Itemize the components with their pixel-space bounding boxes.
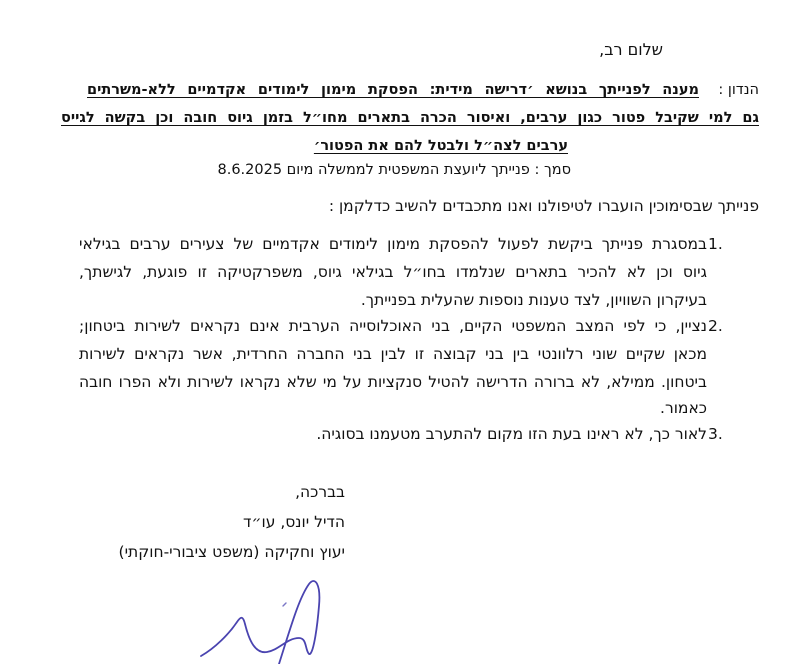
handwritten-signature (195, 570, 325, 668)
list-item-line: כאמור. (660, 399, 707, 417)
list-item-line: ביטחון. ממילא, לא ברורה הדרישה להטיל סנקציות על מי שלא נקראו לשירות ולא הפרו חובה (79, 373, 707, 391)
intro-paragraph: פנייתך שבסימוכין הועברו לטיפולנו ואנו מתכבדים להשיב כדלקמן : (328, 197, 759, 215)
list-item-line: גיוס וכן לא להכיר בתארים שנלמדו בחו״ל בגילאי גיוס, משפרקטיקה זו פוגעת, לגישתך, (79, 263, 707, 281)
list-item-number: 1. (708, 235, 723, 253)
list-item-line: מכאן שקיים שוני רלוונטי בין בני קבוצה זו לבין בני החברה החרדית, אשר נקראים לשירות (79, 345, 707, 363)
reference-line: סמך : פנייתך ליועצת המשפטית לממשלה מיום 8.6.2025 (217, 162, 571, 178)
list-item-line: במסגרת פנייתך ביקשת לפעול להפסקת מימון לימודים אקדמיים של צעירים ערבים בגילאי (79, 235, 707, 253)
list-item-number: 2. (708, 317, 723, 335)
list-item-line: נציין, כי לפי המצב המשפטי הקיים, בני האוכלוסייה הערבית אינם נקראים לשירות ביטחון; (79, 317, 707, 335)
greeting: שלום רב, (599, 40, 663, 59)
closing-salutation: בברכה, (295, 483, 345, 501)
list-item-number: 3. (708, 425, 723, 443)
subject-line-2: גם למי שקיבל פטור כגון ערבים, ואיסור הכרה בתארים מחו״ל בזמן גיוס חובה וכן בקשה לגייס (61, 110, 759, 126)
subject-label: הנדון : (718, 82, 759, 98)
signer-title: יעוץ וחקיקה (משפט ציבורי-חוקתי) (118, 543, 345, 561)
signer-name: הדיל יונס, עו״ד (243, 513, 345, 531)
subject-line-1: מענה לפנייתך בנושא ׳דרישה מידית: הפסקת מימון לימודים אקדמיים ללא-משרתים (87, 82, 699, 98)
list-item-line: בעיקרון השוויון, לצד טענות נוספות שהעלית בפנייתך. (360, 291, 707, 309)
list-item-line: לאור כך, לא ראינו בעת הזו מקום להתערב מטעמנו בסוגיה. (316, 425, 707, 443)
subject-line-3: ערבים לצה״ל ולבטל להם את הפטור׳ (313, 138, 568, 154)
